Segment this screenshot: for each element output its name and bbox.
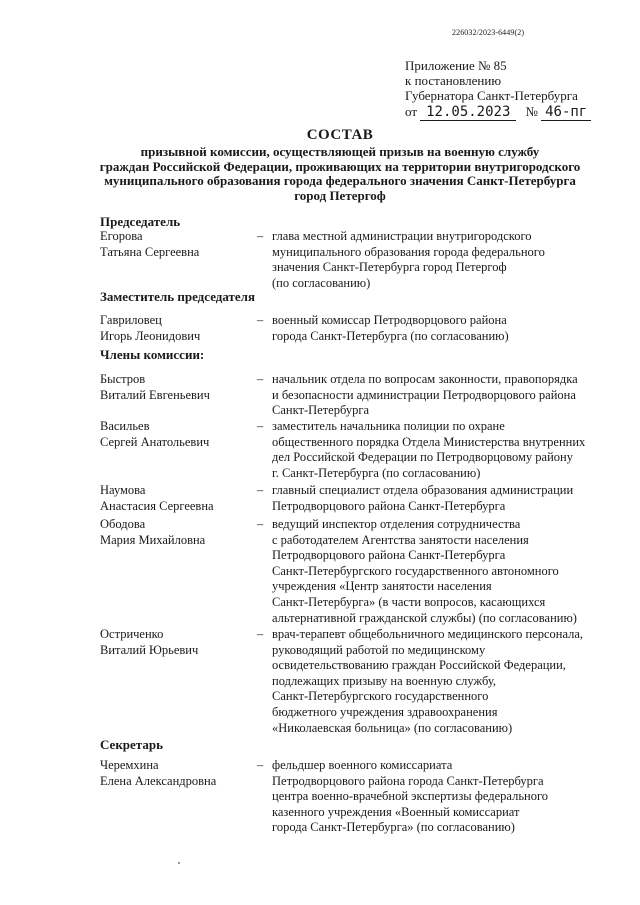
appendix-date-line bbox=[405, 104, 591, 121]
dash: – bbox=[257, 627, 264, 641]
member-given-name: Анастасия Сергеевна bbox=[100, 498, 214, 513]
member-position bbox=[272, 372, 602, 419]
member-given-name: Елена Александровна bbox=[100, 773, 217, 788]
position-line: Санкт-Петербурга bbox=[272, 403, 370, 418]
member-position bbox=[272, 517, 602, 626]
member-position bbox=[272, 758, 602, 836]
member-surname: Гавриловец bbox=[100, 313, 162, 327]
dash: – bbox=[257, 419, 264, 433]
position-line: города Санкт-Петербурга» (по согласованию) bbox=[272, 820, 515, 835]
title-line: призывной комиссии, осуществляющей призыв на военную службу bbox=[140, 144, 540, 159]
appendix-line: Губернатора Санкт-Петербурга bbox=[405, 88, 578, 104]
member-position bbox=[272, 313, 602, 344]
member-given-name: Виталий Евгеньевич bbox=[100, 387, 210, 402]
dash: – bbox=[257, 517, 264, 531]
position-line: муниципального образования города федерального bbox=[272, 244, 545, 259]
position-line: и безопасности администрации Петродворцового района bbox=[272, 387, 576, 402]
position-line: военный комиссар Петродворцового района bbox=[272, 313, 507, 327]
position-line: руководящий работой по медицинскому bbox=[272, 642, 486, 657]
position-line: глава местной администрации внутригородского bbox=[272, 229, 532, 243]
member-position bbox=[272, 627, 602, 736]
member-surname: Егорова bbox=[100, 229, 143, 243]
position-line: Петродворцового района города Санкт-Петербурга bbox=[272, 773, 544, 788]
member-name bbox=[100, 627, 255, 658]
position-line: значения Санкт-Петербурга город Петергоф bbox=[272, 260, 507, 275]
member-name bbox=[100, 483, 255, 514]
title-line: город Петергоф bbox=[294, 187, 386, 203]
position-line: начальник отдела по вопросам законности, правопорядка bbox=[272, 372, 578, 386]
section-chair: Председатель bbox=[100, 214, 181, 229]
decree-date: 12.05.2023 bbox=[420, 105, 516, 121]
position-line: главный специалист отдела образования администрации bbox=[272, 483, 574, 497]
dash: – bbox=[257, 372, 264, 386]
member-surname: Наумова bbox=[100, 483, 146, 497]
appendix-block bbox=[405, 58, 591, 121]
decree-number: 46-пг bbox=[541, 105, 591, 121]
date-prefix: от bbox=[405, 103, 418, 119]
member-name bbox=[100, 229, 255, 260]
position-line: учреждения «Центр занятости населения bbox=[272, 579, 492, 594]
section-secretary: Секретарь bbox=[100, 737, 163, 752]
appendix-line: Приложение № 85 bbox=[405, 58, 507, 73]
member-given-name: Сергей Анатольевич bbox=[100, 434, 210, 449]
dash: – bbox=[257, 758, 264, 772]
member-given-name: Игорь Леонидович bbox=[100, 328, 201, 343]
position-line: ведущий инспектор отделения сотрудничества bbox=[272, 517, 521, 531]
member-name bbox=[100, 313, 255, 344]
title-line: граждан Российской Федерации, проживающих на территории внутригородского bbox=[99, 158, 581, 174]
dash: – bbox=[257, 229, 264, 243]
member-surname: Остриченко bbox=[100, 627, 164, 641]
appendix-line: к постановлению bbox=[405, 73, 502, 89]
document-title bbox=[90, 125, 590, 203]
position-line: города Санкт-Петербурга (по согласованию) bbox=[272, 328, 509, 343]
title-heading: СОСТАВ bbox=[306, 127, 374, 143]
section-deputy: Заместитель председателя bbox=[100, 289, 256, 304]
member-name bbox=[100, 517, 255, 548]
title-line: муниципального образования города федерального значения Санкт-Петербурга bbox=[104, 173, 576, 189]
position-line: заместитель начальника полиции по охране bbox=[272, 419, 505, 433]
position-line: центра военно-врачебной экспертизы федерального bbox=[272, 789, 549, 804]
dash: – bbox=[257, 313, 264, 327]
member-position bbox=[272, 419, 602, 481]
position-line: (по согласованию) bbox=[272, 275, 371, 290]
member-surname: Ободова bbox=[100, 517, 146, 531]
member-position bbox=[272, 483, 602, 514]
number-sign: № bbox=[525, 103, 538, 119]
member-position bbox=[272, 229, 602, 291]
dash: – bbox=[257, 483, 264, 497]
member-given-name: Татьяна Сергеевна bbox=[100, 244, 200, 259]
position-line: с работодателем Агентства занятости населения bbox=[272, 532, 529, 547]
position-line: «Николаевская больница» (по согласованию) bbox=[272, 720, 513, 735]
position-line: Санкт-Петербурга» (в части вопросов, касающихся bbox=[272, 594, 546, 609]
position-line: казенного учреждения «Военный комиссариат bbox=[272, 804, 520, 819]
position-line: Петродворцового района Санкт-Петербурга bbox=[272, 498, 506, 513]
member-name bbox=[100, 758, 255, 789]
member-surname: Черемхина bbox=[100, 758, 159, 772]
document-registration-number: 226032/2023-6449(2) bbox=[452, 28, 525, 37]
position-line: Петродворцового района Санкт-Петербурга bbox=[272, 548, 506, 563]
section-members: Члены комиссии: bbox=[100, 347, 205, 362]
member-given-name: Мария Михайловна bbox=[100, 532, 206, 547]
position-line: Санкт-Петербургского государственного bbox=[272, 689, 489, 704]
position-line: врач-терапевт общебольничного медицинского персонала, bbox=[272, 627, 584, 641]
position-line: освидетельствованию граждан Российской Федерации, bbox=[272, 658, 566, 673]
member-surname: Васильев bbox=[100, 419, 150, 433]
position-line: дел Российской Федерации по Петродворцовому району bbox=[272, 450, 573, 465]
position-line: бюджетного учреждения здравоохранения bbox=[272, 704, 498, 719]
position-line: Санкт-Петербургского государственного автономного bbox=[272, 563, 559, 578]
position-line: альтернативной гражданской службы) (по согласованию) bbox=[272, 610, 577, 625]
position-line: фельдшер военного комиссариата bbox=[272, 758, 453, 772]
position-line: общественного порядка Отдела Министерства внутренних bbox=[272, 434, 586, 449]
position-line: подлежащих призыву на военную службу, bbox=[272, 673, 496, 688]
scan-speck bbox=[178, 862, 180, 864]
member-given-name: Виталий Юрьевич bbox=[100, 642, 199, 657]
member-name bbox=[100, 419, 255, 450]
member-name bbox=[100, 372, 255, 403]
member-surname: Быстров bbox=[100, 372, 146, 386]
position-line: г. Санкт-Петербурга (по согласованию) bbox=[272, 465, 481, 480]
